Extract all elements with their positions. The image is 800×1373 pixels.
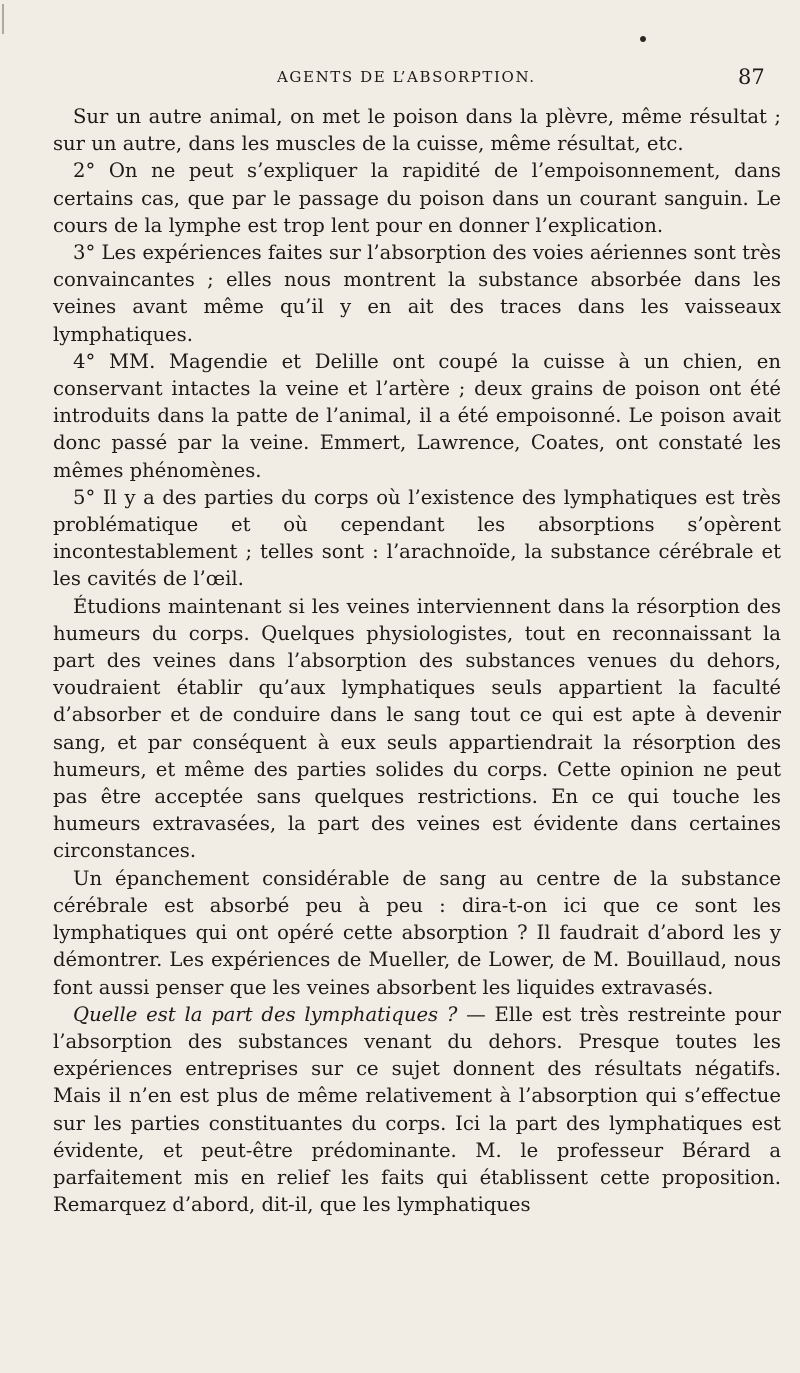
paragraph: 2° On ne peut s’expliquer la rapidité de l’empoisonnement, dans certains cas, que par le passage du poison dans un courant sanguin. Le cours de la lymphe est trop lent pour en donner l’explication. (53, 159, 781, 237)
page-mark (640, 36, 646, 42)
paragraph: 4° MM. Magendie et Delille ont coupé la cuisse à un chien, en conservant intactes la veine et l’artère ; deux grains de poison ont été introduits dans la patte de l’animal, il a été empoisonné. Le poison avait donc passé par la veine. Emmert, Lawrence, Coates, ont constaté les mêmes phénomènes. (53, 349, 781, 482)
paragraph: 5° Il y a des parties du corps où l’existence des lymphatiques est très problématique et où cependant les absorptions s’opèrent incontestablement ; telles sont : l’arachnoïde, la substance cérébrale et les cavités de l’œil. (53, 485, 781, 591)
paragraph: 3° Les expériences faites sur l’absorption des voies aériennes sont très convaincantes ; elles nous montrent la substance absorbée dans les veines avant même qu’il y en ait des traces dans les vaisseaux lymphatiques. (53, 241, 781, 346)
paragraph-final-text: — Elle est très restreinte pour l’absorption des substances venant du dehors. Presque toutes les expériences entreprises sur ce sujet donnent des résultats négatifs. Mais il n’en est plus de même relativement à l’absorption qui s’effectue sur les parties constituantes du corps. Ici la part des lymphatiques est évidente, et peut-être prédominante. M. le professeur Bérard a parfaitement mis en relief les faits qui établissent cette proposition. Remarquez d’abord, dit-il, que les lymphatiques (53, 1002, 781, 1217)
paragraph: Un épanchement considérable de sang au centre de la substance cérébrale est absorbé peu à peu : dira-t-on ici que ce sont les lymphatiques qui ont opéré cette absorption ? Il faudrait d’abord les y démontrer. Les expériences de Mueller, de Lower, de M. Bouillaud, nous font aussi penser que les veines absorbent les liquides extravasés. (53, 866, 781, 999)
paragraph: Étudions maintenant si les veines interviennent dans la résorption des humeurs du corps. Quelques physiologistes, tout en reconnaissant la part des veines dans l’absorption des substances venues du dehors, voudraient établir qu’aux lymphatiques seuls appartient la faculté d’absorber et de conduire dans le sang tout ce qui est apte à devenir sang, et par conséquent à eux seuls appartiendrait la résorption des humeurs, et même des parties solides du corps. Cette opinion ne peut pas être acceptée sans quelques restrictions. En ce qui touche les humeurs extravasées, la part des veines est évidente dans certaines circonstances. (53, 594, 781, 863)
running-head: AGENTS DE L’ABSORPTION. (277, 68, 536, 86)
page-number: 87 (738, 65, 765, 89)
page-header (0, 65, 800, 94)
paragraph: Sur un autre animal, on met le poison dans la plèvre, même résultat ; sur un autre, dans les muscles de la cuisse, même résultat, etc. (53, 105, 781, 156)
paragraph-final (53, 1001, 781, 1219)
margin-mark (2, 4, 4, 34)
body-text (53, 103, 781, 1218)
italic-question: Quelle est la part des lymphatiques ? (73, 1002, 458, 1026)
